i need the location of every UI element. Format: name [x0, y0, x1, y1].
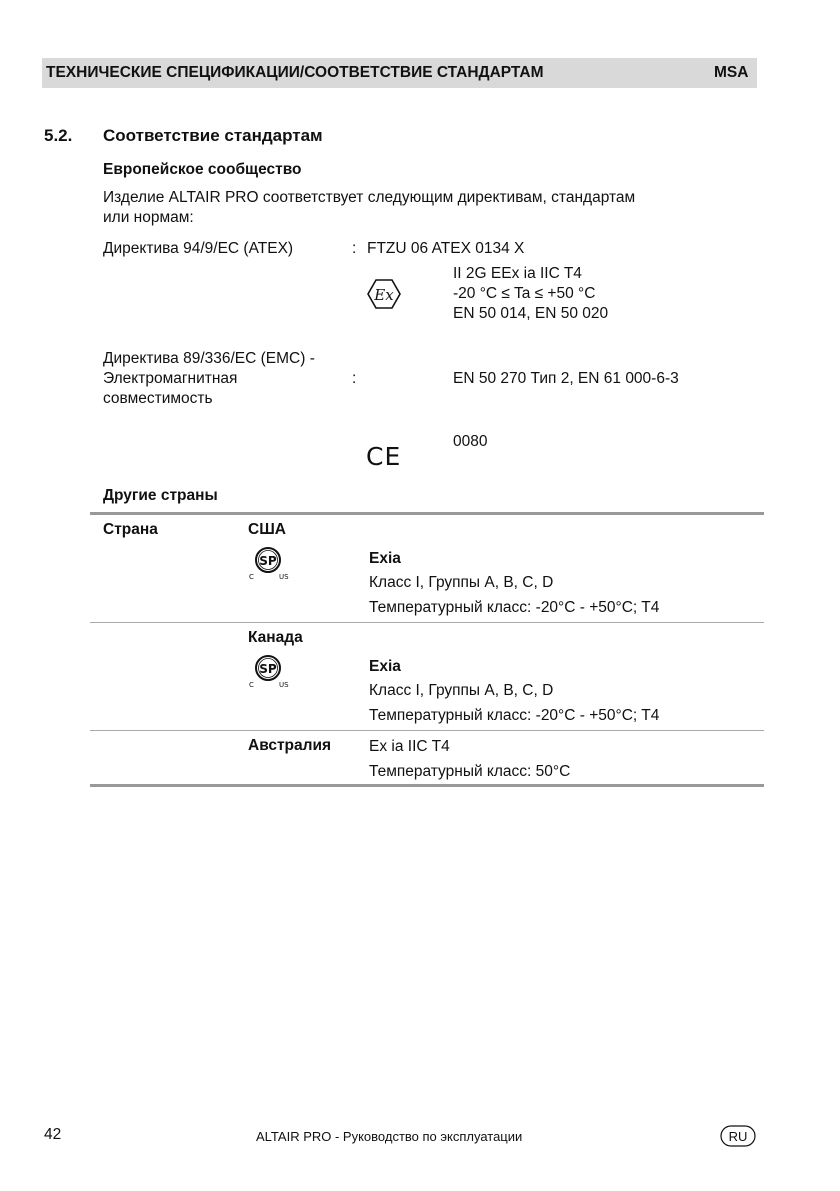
country-usa: США	[248, 521, 286, 538]
emc-colon: :	[352, 370, 357, 387]
svg-text:C: C	[249, 681, 254, 689]
section-number: 5.2.	[44, 126, 73, 145]
usa-line1: Exia	[369, 550, 401, 567]
table-top-rule	[90, 512, 764, 515]
footer-title: ALTAIR PRO - Руководство по эксплуатации	[256, 1129, 523, 1144]
ex-symbol-text: Ex	[374, 286, 394, 304]
canada-line2: Класс I, Группы A, B, C, D	[369, 682, 554, 699]
svg-text:US: US	[279, 681, 289, 689]
svg-text:SP: SP	[259, 662, 277, 676]
ex-hexagon-icon	[367, 279, 401, 309]
eu-intro-line1: Изделие ALTAIR PRO соответствует следующим директивам, стандартам	[103, 189, 636, 206]
australia-line1: Ex ia IIC T4	[369, 738, 450, 755]
country-canada: Канада	[248, 629, 303, 646]
table-bottom-rule	[90, 784, 764, 787]
header-title: ТЕХНИЧЕСКИЕ СПЕЦИФИКАЦИИ/СООТВЕТСТВИЕ СТАНДАРТАМ	[46, 64, 544, 81]
eu-heading: Европейское сообщество	[103, 161, 302, 178]
emc-label-line2: Электромагнитная	[103, 370, 238, 387]
usa-line3: Температурный класс: -20°C - +50°C; T4	[369, 599, 660, 616]
emc-label-line3: совместимость	[103, 390, 213, 407]
atex-cert: FTZU 06 ATEX 0134 X	[367, 240, 525, 257]
ce-number: 0080	[453, 433, 488, 450]
ce-mark-text: CE	[366, 442, 402, 470]
country-australia: Австралия	[248, 737, 332, 754]
emc-label-line1: Директива 89/336/EC (EMC) -	[103, 350, 315, 367]
svg-text:US: US	[279, 573, 289, 581]
page-number: 42	[44, 1126, 62, 1143]
section-title: Соответствие стандартам	[103, 126, 323, 145]
ce-mark-icon	[366, 440, 406, 470]
language-badge	[720, 1125, 756, 1147]
atex-colon: :	[352, 240, 357, 257]
canada-line3: Температурный класс: -20°C - +50°C; T4	[369, 707, 660, 724]
svg-text:RU: RU	[728, 1129, 748, 1144]
row-divider	[90, 730, 764, 731]
csa-mark-icon	[246, 654, 294, 690]
emc-value: EN 50 270 Тип 2, EN 61 000-6-3	[453, 370, 679, 387]
header-brand: MSA	[714, 64, 749, 81]
usa-line2: Класс I, Группы A, B, C, D	[369, 574, 554, 591]
atex-line3: EN 50 014, EN 50 020	[453, 305, 609, 322]
svg-text:C: C	[249, 573, 254, 581]
canada-line1: Exia	[369, 658, 401, 675]
atex-line1: II 2G EEx ia IIC T4	[453, 265, 582, 282]
australia-line2: Температурный класс: 50°C	[369, 763, 571, 780]
csa-mark-icon	[246, 546, 294, 582]
svg-text:SP: SP	[259, 554, 277, 568]
atex-line2: -20 °C ≤ Ta ≤ +50 °C	[453, 285, 596, 302]
eu-intro-line2: или нормам:	[103, 209, 194, 226]
other-heading: Другие страны	[103, 487, 218, 504]
atex-label: Директива 94/9/EC (ATEX)	[103, 240, 294, 257]
country-col-label: Страна	[103, 521, 158, 538]
row-divider	[90, 622, 764, 623]
